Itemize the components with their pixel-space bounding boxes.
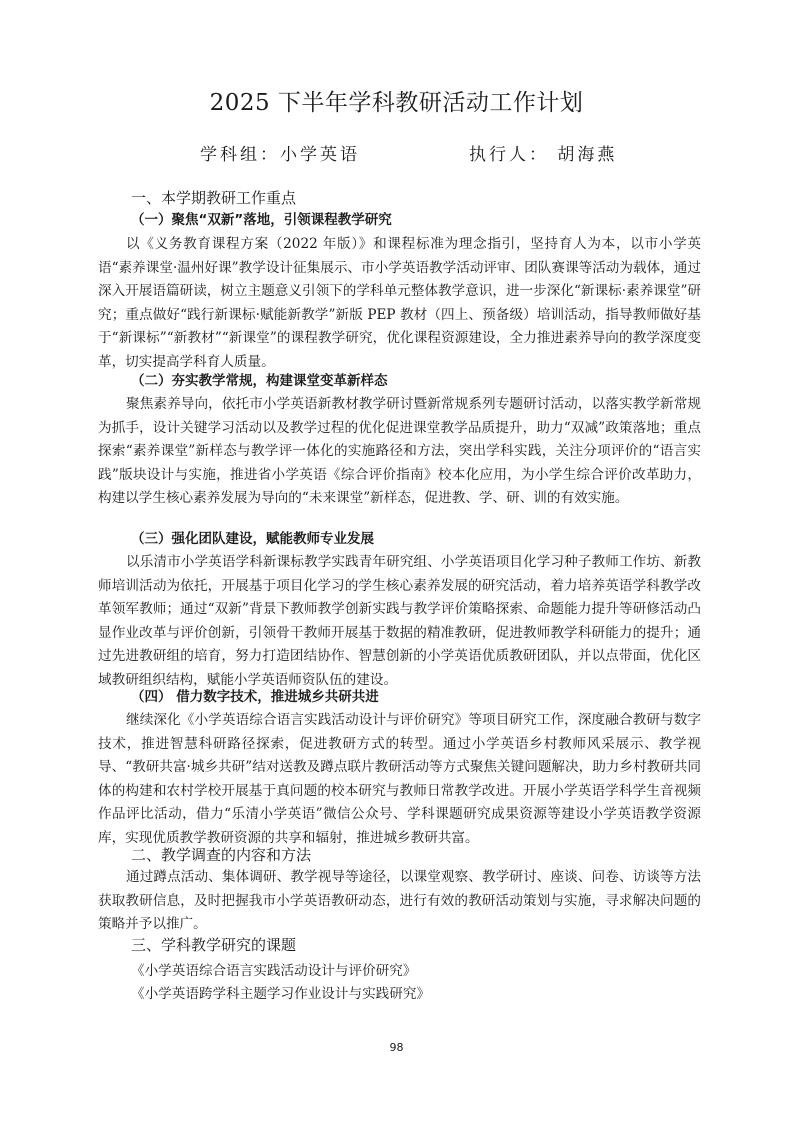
subsection-body-4: 继续深化《小学英语综合语言实践活动设计与评价研究》等项目研究工作，深度融合教研与数字技术，推进智慧科研路径探索，促进教研方式的转型。通过小学英语乡村教师风采展示、教学视导、“教研共富·城乡共研”结对送教及蹲点联片教研活动等方式聚焦关键问题解决，助力乡村教研共同体的构建和农村学校开展基于真问题的校本研究与教师日常教学改进。开展小学英语学科学生音视频作品评比活动，借力“乐清小学英语”微信公众号、学科课题研究成果资源等建设小学英语教学资源库，实现优质教学教研资源的共享和辐射，推进城乡教研共富。 <box>98 712 701 846</box>
section-heading-1: 一、本学期教研工作重点 <box>131 189 297 207</box>
section-heading-2: 二、教学调查的内容和方法 <box>131 846 312 864</box>
subject-group: 学科组：小学英语 <box>200 145 360 165</box>
research-topic-2: 《小学英语跨学科主题学习作业设计与实践研究》 <box>131 986 431 1002</box>
subsection-heading-4: （四） 借力数字技术，推进城乡共研共进 <box>131 689 379 705</box>
subsection-body-2: 聚焦素养导向，依托市小学英语新教材教学研讨暨新常规系列专题研讨活动，以落实教学新常规为抓手，设计关键学习活动以及教学过程的优化促进课堂教学品质提升，助力“双减”政策落地；重点探索“素养课堂”新样态与教学评一体化的实施路径和方法，突出学科实践，关注分项评价的“语言实践”版块设计与实施，推进省小学英语《综合评价指南》校本化应用，为小学生综合评价改革助力，构建以学生核心素养发展为导向的“未来课堂”新样态，促进教、学、研、训的有效实施。 <box>98 396 701 506</box>
subsection-heading-3: （三）强化团队建设，赋能教师专业发展 <box>131 531 374 547</box>
document-title: 2025 下半年学科教研活动工作计划 <box>209 90 584 116</box>
section-heading-3: 三、学科教学研究的课题 <box>131 936 297 954</box>
page-number: 98 <box>389 1041 404 1054</box>
section-body-2: 通过蹲点活动、集体调研、教学视导等途径，以课堂观察、教学研讨、座谈、问卷、访谈等方法获取教研信息，及时把握我市小学英语教研动态，进行有效的教研活动策划与实施，寻求解决问题的策略并予以推广。 <box>98 869 701 932</box>
research-topic-1: 《小学英语综合语言实践活动设计与评价研究》 <box>131 963 417 979</box>
subsection-body-3: 以乐清市小学英语学科新课标教学实践青年研究组、小学英语项目化学习种子教师工作坊、新教师培训活动为依托，开展基于项目化学习的学生核心素养发展的研究活动，着力培养英语学科教学改革领军教师；通过“双新”背景下教师教学创新实践与教学评价策略探索、命题能力提升等研修活动凸显作业改革与评价创新，引领骨干教师开展基于数据的精准教研，促进教师教学科研能力的提升；通过先进教研组的培育，努力打造团结协作、智慧创新的小学英语优质教研团队，并以点带面，优化区域教研组织结构，赋能小学英语师资队伍的建设。 <box>98 554 701 688</box>
subsection-heading-2: （二）夯实教学常规，构建课堂变革新样态 <box>131 373 388 389</box>
subsection-body-1: 以《义务教育课程方案（2022 年版）》和课程标准为理念指引，坚持育人为本，以市小学英语“素养课堂·温州好课”教学设计征集展示、市小学英语教学活动评审、团队赛课等活动为载体，通过深入开展语篇研读，树立主题意义引领下的学科单元整体教学意识，进一步深化“新课标·素养课堂”研究；重点做好“践行新课标·赋能新教学”新版 PEP 教材（四上、预备级）培训活动，指导教师做好基于“新课标”“新教材”“新课堂”的课程教学研究，优化课程资源建设，全力推进素养导向的教学深度变革，切实提高学科育人质量。 <box>98 236 701 370</box>
executor: 执行人： 胡海燕 <box>469 145 618 165</box>
subsection-heading-1: （一）聚焦“双新”落地，引领课程教学研究 <box>131 212 392 228</box>
